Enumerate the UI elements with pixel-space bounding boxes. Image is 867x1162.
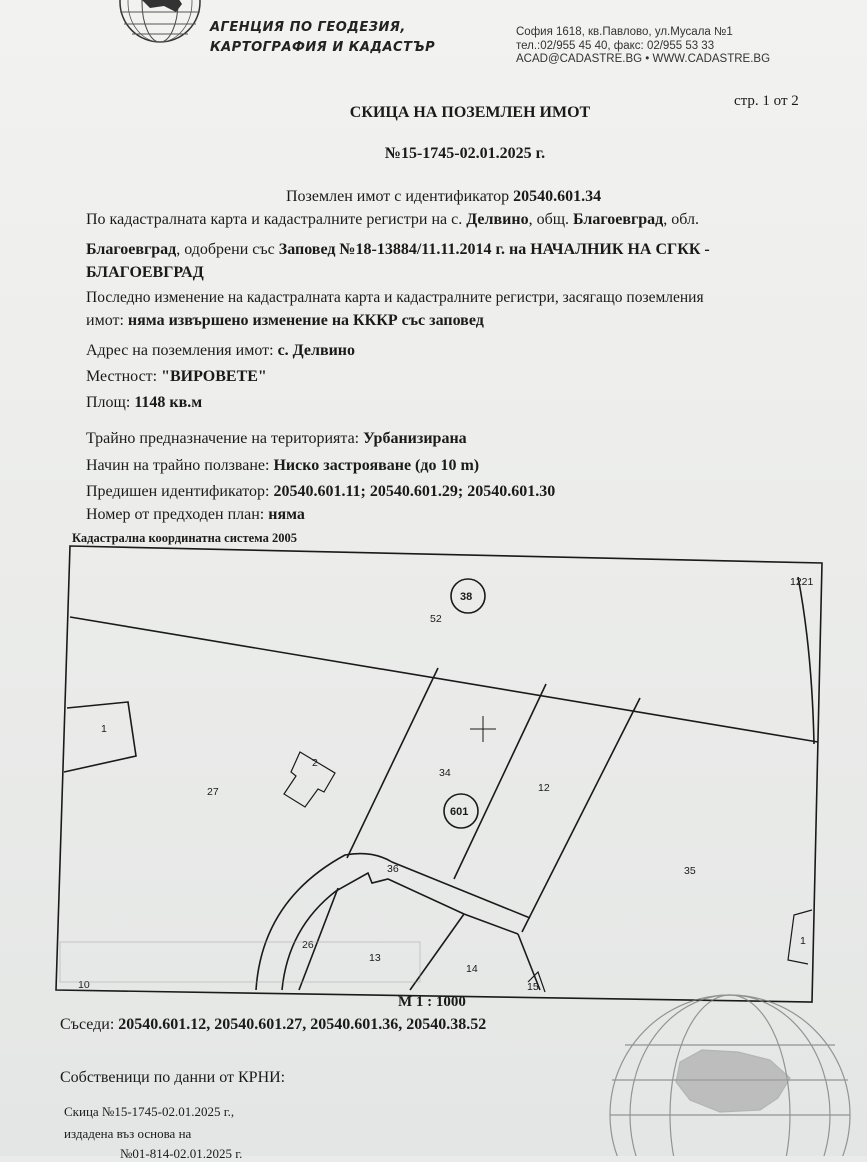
label-10: 10 [78, 979, 90, 991]
previous-plan-row [86, 504, 305, 526]
area-row [86, 392, 202, 414]
purpose-row [86, 428, 467, 450]
neighbors-row [60, 1016, 486, 1034]
label-26: 26 [302, 939, 314, 951]
address-value: с. Делвино [277, 342, 356, 359]
parcel-14-right [518, 934, 540, 990]
block-601-circle [444, 794, 478, 828]
address-label: Адрес на поземления имот: [86, 342, 278, 359]
label-1221: 1221 [790, 576, 814, 588]
purpose-label: Трайно предназначение на територията: [86, 430, 364, 447]
cad-text: , общ. [528, 211, 574, 228]
agency-web: ACAD@CADASTRE.BG • WWW.CADASTRE.BG [516, 53, 771, 65]
block-38-circle [451, 579, 485, 613]
prev-id-value: 20540.601.11; 20540.601.29; 20540.601.30 [273, 483, 556, 500]
label-601: 601 [450, 806, 469, 818]
parcel-1221-boundary [798, 577, 814, 744]
locality-label: Местност: [86, 368, 162, 385]
building-2 [284, 752, 335, 807]
address-row [86, 340, 355, 362]
parcel-1b-building [788, 910, 812, 964]
usage-row [86, 455, 479, 477]
cadastral-map-line2 [86, 239, 710, 261]
agency-address: София 1618, кв.Павлово, ул.Мусала №1 [516, 26, 733, 38]
neighbors-label: Съседи: [60, 1016, 119, 1033]
agency-name [210, 18, 435, 58]
locality-row [86, 366, 267, 388]
cad-municipality: Благоевград [573, 211, 664, 228]
last-change-line1: Последно изменение на кадастралната карта и кадастралните регистри, засягащо поземления [86, 289, 704, 306]
agency-phone: тел.:02/955 45 40, факс: 02/955 53 33 [516, 39, 715, 52]
cad-region: Благоевград [86, 241, 177, 258]
agency-name-line1: АГЕНЦИЯ ПО ГЕОДЕЗИЯ, [210, 20, 406, 35]
prev-plan-label: Номер от предходен план: [86, 506, 269, 523]
document-title: СКИЦА НА ПОЗЕМЛЕН ИМОТ [349, 104, 591, 121]
cad-text: По кадастралната карта и кадастралните регистри на с. [86, 211, 467, 228]
label-13: 13 [369, 952, 381, 964]
parcel-26-right [299, 888, 338, 990]
label-1b: 1 [800, 935, 806, 947]
map-scale: М 1 : 1000 [398, 994, 466, 1010]
purpose-value: Урбанизирана [363, 430, 467, 447]
label-15: 15 [527, 981, 539, 993]
identifier-label: Поземлен имот с идентификатор [286, 188, 514, 205]
label-35: 35 [684, 865, 696, 877]
label-12: 12 [538, 782, 550, 794]
issued-line2: издадена въз основа на [64, 1126, 192, 1141]
neighbors-value: 20540.601.12, 20540.601.27, 20540.601.36, 20540.38.52 [118, 1016, 487, 1033]
change-label: имот: [86, 312, 128, 329]
crosshair-icon [470, 716, 496, 742]
parcel-34-left [347, 668, 438, 858]
cad-text: , обл. [663, 211, 699, 228]
identifier-value: 20540.601.34 [513, 188, 602, 205]
area-label: Площ: [86, 394, 135, 411]
road-boundary-top [70, 617, 818, 742]
cad-village: Делвино [466, 211, 529, 228]
map-frame [56, 546, 822, 1002]
usage-value: Ниско застрояване (до 10 m) [273, 457, 480, 474]
last-change-line2 [86, 310, 484, 332]
label-14: 14 [466, 963, 478, 975]
parcel-15-triangle [528, 972, 545, 992]
previous-id-row [86, 481, 555, 503]
prev-id-label: Предишен идентификатор: [86, 483, 274, 500]
page-number: стр. 1 от 2 [734, 93, 799, 109]
road-36-lower [282, 873, 518, 990]
cadastral-map-line3 [86, 262, 204, 284]
prev-plan-value: няма [268, 506, 305, 523]
cad-text: , одобрени със [176, 241, 279, 258]
label-52: 52 [430, 613, 442, 625]
usage-label: Начин на трайно ползване: [86, 457, 274, 474]
locality-value: "ВИРОВЕТЕ" [161, 368, 267, 385]
map-caption: Кадастрална координатна система 2005 [72, 531, 297, 545]
parcel-34-right [454, 684, 546, 879]
agency-contacts [516, 26, 770, 67]
label-38: 38 [460, 591, 473, 603]
watermark-globe-icon [610, 995, 850, 1156]
parcel-12-right [522, 698, 640, 932]
electronic-stamp [60, 942, 420, 982]
globe-logo-icon [120, 0, 200, 42]
area-value: 1148 кв.м [134, 394, 203, 411]
label-27: 27 [207, 786, 219, 798]
change-value: няма извършено изменение на КККР със заповед [127, 312, 484, 329]
label-2: 2 [312, 757, 318, 769]
agency-name-line2: КАРТОГРАФИЯ И КАДАСТЪР [210, 40, 436, 55]
issued-line3: №01-814-02.01.2025 г. [120, 1146, 243, 1161]
cad-order: Заповед №18-13884/11.11.2014 г. на НАЧАЛНИК НА СГКК - [278, 241, 710, 258]
label-1: 1 [101, 723, 107, 735]
parcel-14-left [410, 914, 464, 990]
sketch-number: №15-1745-02.01.2025 г. [384, 145, 546, 162]
owners-label: Собственици по данни от КРНИ: [60, 1069, 286, 1086]
label-36: 36 [387, 863, 399, 875]
label-34: 34 [439, 767, 451, 779]
cad-office: БЛАГОЕВГРАД [86, 264, 204, 281]
cadastral-map-line1 [86, 209, 699, 231]
property-identifier [286, 188, 601, 206]
parcel-1-boundary [64, 702, 136, 772]
road-36-upper [256, 854, 530, 990]
issued-line1: Скица №15-1745-02.01.2025 г., [64, 1104, 235, 1119]
